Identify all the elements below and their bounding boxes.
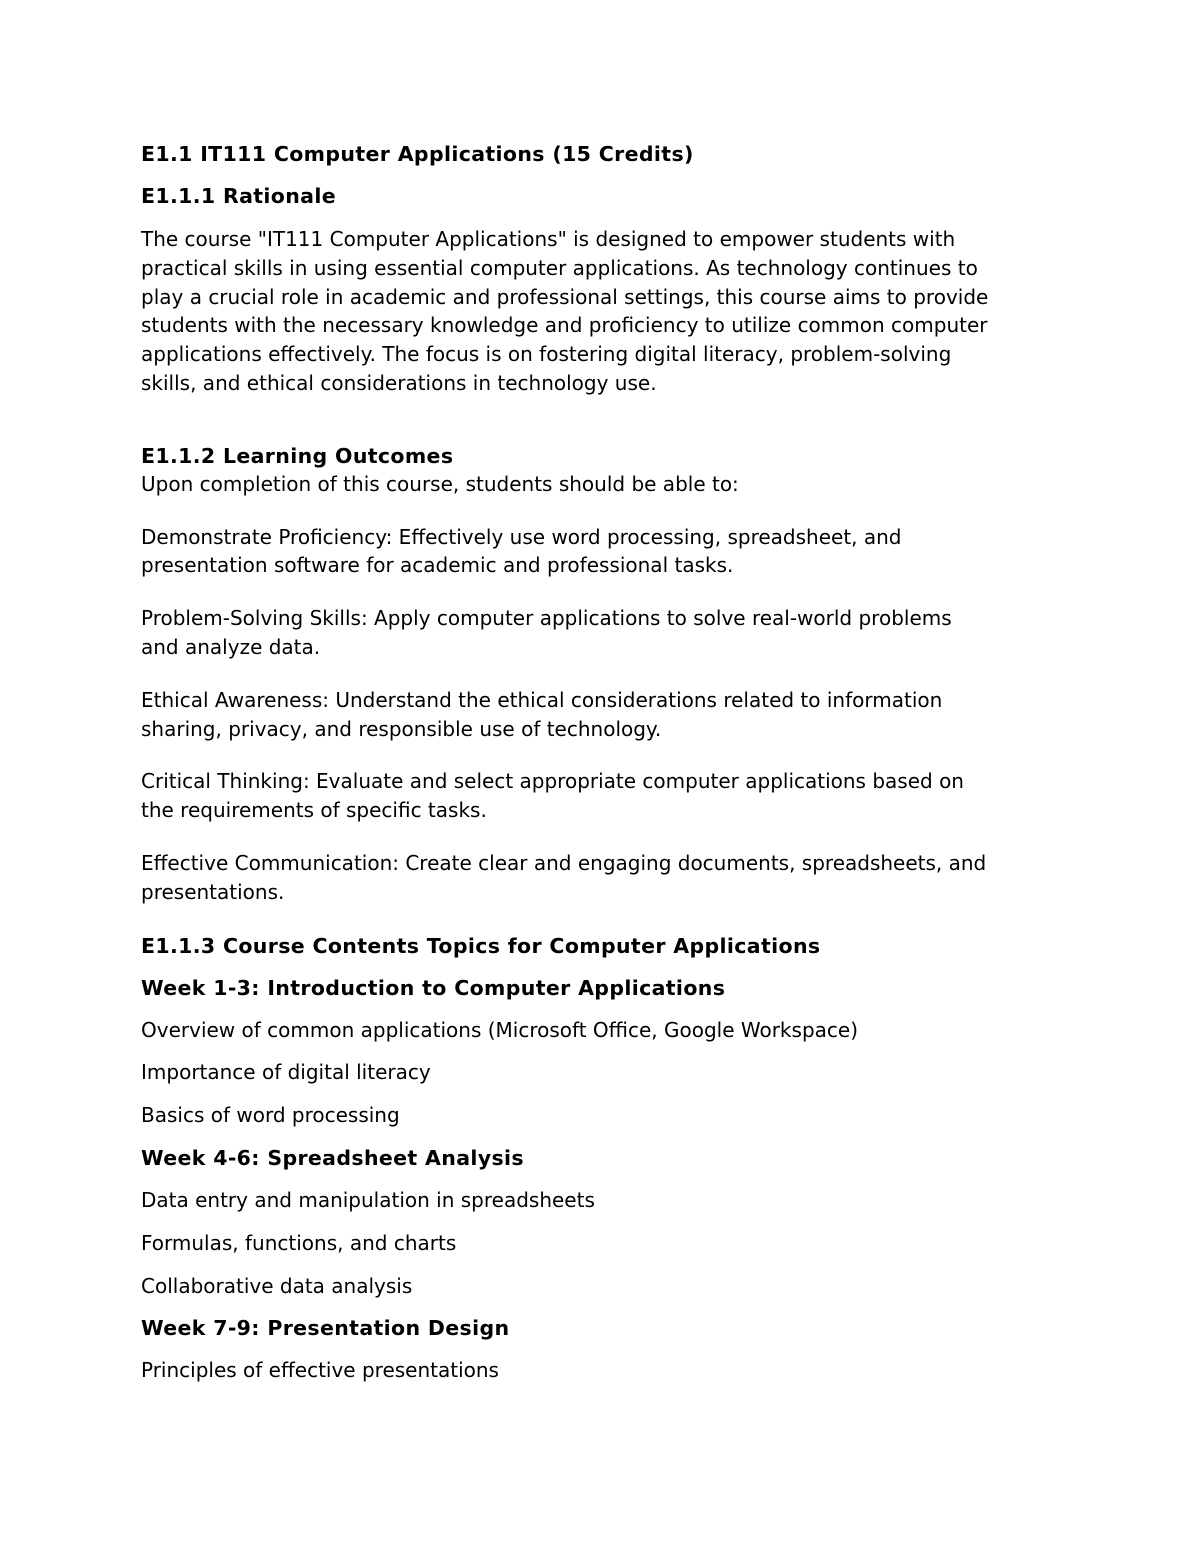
week-topic: Data entry and manipulation in spreadsheets (141, 1187, 595, 1212)
outcome-line: presentations. (141, 879, 285, 904)
week-heading: Week 7-9: Presentation Design (141, 1316, 510, 1341)
outcome-line: Critical Thinking: Evaluate and select appropriate computer applications based on (141, 769, 964, 794)
week-topic: Basics of word processing (141, 1103, 400, 1128)
document-title: E1.1 IT111 Computer Applications (15 Credits) (141, 142, 694, 166)
rationale-paragraph (141, 225, 1071, 398)
week-topic: Collaborative data analysis (141, 1273, 413, 1298)
outcome-line: and analyze data. (141, 634, 321, 659)
rationale-line: students with the necessary knowledge and proficiency to utilize common computer (141, 313, 988, 338)
rationale-line: applications effectively. The focus is on fostering digital literacy, problem-solving (141, 342, 952, 367)
outcome-line: presentation software for academic and professional tasks. (141, 553, 734, 578)
outcome-line: Problem-Solving Skills: Apply computer applications to solve real-world problems (141, 606, 952, 631)
week-topic: Importance of digital literacy (141, 1060, 431, 1085)
outcome-line: Demonstrate Proficiency: Effectively use word processing, spreadsheet, and (141, 524, 902, 549)
learning-outcome-item (141, 604, 1071, 662)
outcome-line: Ethical Awareness: Understand the ethical considerations related to information (141, 687, 943, 712)
week-topic: Overview of common applications (Microsoft Office, Google Workspace) (141, 1017, 858, 1042)
week-heading: Week 4-6: Spreadsheet Analysis (141, 1145, 524, 1170)
learning-outcomes-heading: E1.1.2 Learning Outcomes (141, 443, 454, 468)
outcome-line: the requirements of specific tasks. (141, 798, 487, 823)
course-contents-heading: E1.1.3 Course Contents Topics for Computer Applications (141, 933, 821, 958)
rationale-line: play a crucial role in academic and professional settings, this course aims to provide (141, 284, 989, 309)
outcome-line: Effective Communication: Create clear and engaging documents, spreadsheets, and (141, 850, 987, 875)
week-heading: Week 1-3: Introduction to Computer Applications (141, 975, 726, 1000)
week-topic: Principles of effective presentations (141, 1358, 499, 1383)
outcome-line: sharing, privacy, and responsible use of technology. (141, 716, 662, 741)
rationale-line: practical skills in using essential computer applications. As technology continues to (141, 255, 978, 280)
document-page (141, 140, 1071, 1385)
learning-outcomes-intro: Upon completion of this course, students should be able to: (141, 471, 739, 496)
learning-outcome-item (141, 523, 1071, 581)
learning-outcome-item (141, 767, 1071, 825)
rationale-line: The course "IT111 Computer Applications" is designed to empower students with (141, 227, 956, 251)
week-topic: Formulas, functions, and charts (141, 1230, 457, 1255)
rationale-heading: E1.1.1 Rationale (141, 184, 336, 208)
learning-outcome-item (141, 849, 1071, 907)
rationale-line: skills, and ethical considerations in technology use. (141, 370, 657, 395)
learning-outcome-item (141, 686, 1071, 744)
